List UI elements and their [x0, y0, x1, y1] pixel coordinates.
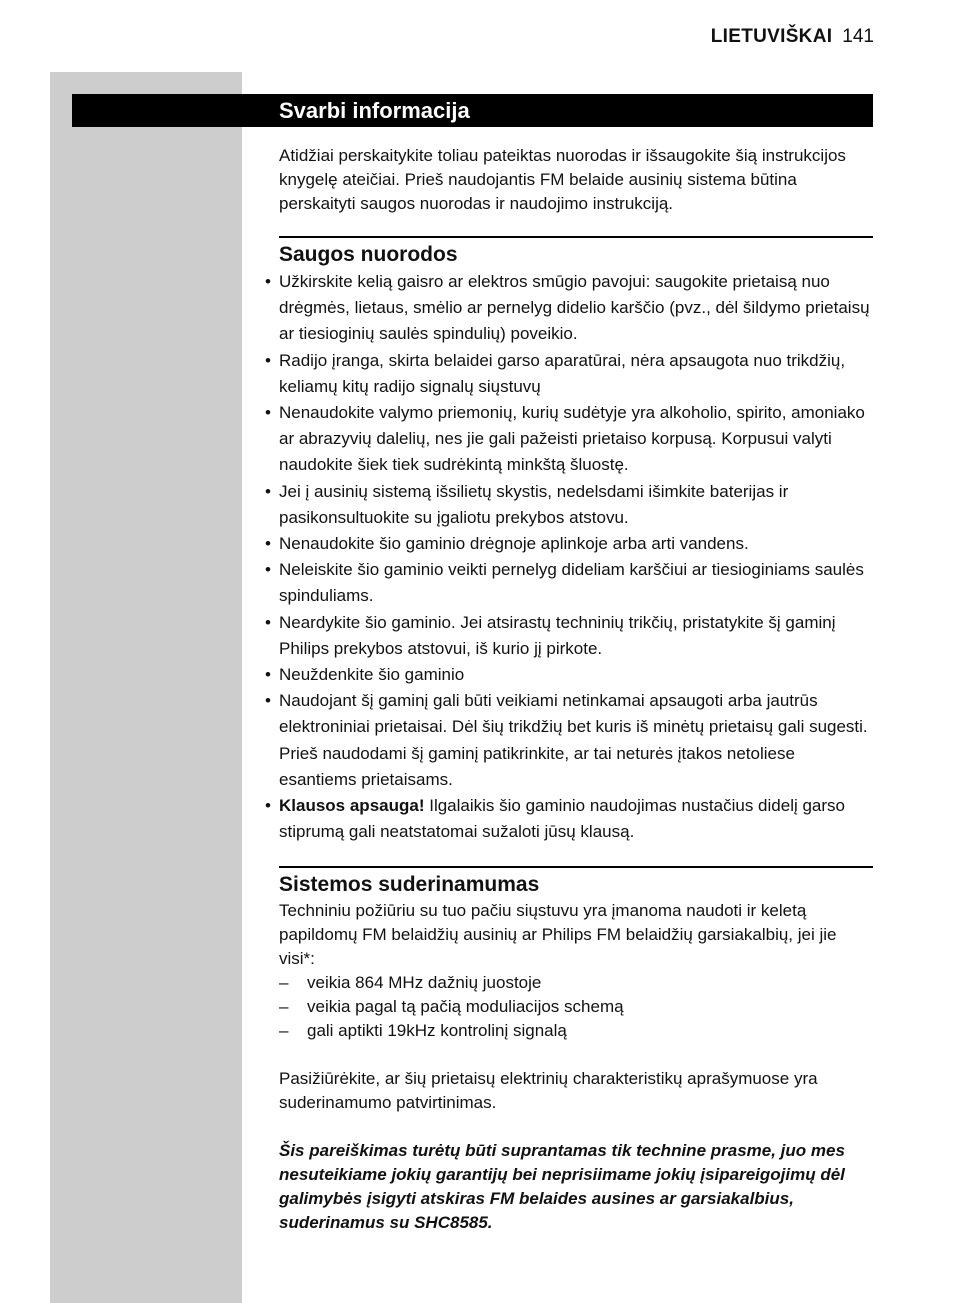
safety-heading: Saugos nuorodos	[279, 243, 458, 266]
compat-section	[279, 866, 873, 1235]
safety-list	[279, 269, 873, 845]
list-item: • Naudojant šį gaminį gali būti veikiami netinkamai apsaugoti arba jautrūs elektroniniai prietaisai. Dėl šių trikdžių bet kuris iš minėtų prietaisų gali sugesti. Prieš naudodami šį gaminį patikrinkite, ar tai neturės įtakos netoliese esantiems prietaisams.	[279, 688, 873, 793]
main-content	[279, 144, 873, 1235]
safety-section	[279, 236, 873, 845]
compat-intro: Techniniu požiūriu su tuo pačiu siųstuvu yra įmanoma naudoti ir keletą papildomų FM belaidžių ausinių ar Philips FM belaidžių garsiakalbių, jei jie visi*:	[279, 901, 837, 969]
list-item: – gali aptikti 19kHz kontrolinį signalą	[279, 1019, 873, 1043]
compat-heading: Sistemos suderinamumas	[279, 873, 540, 897]
list-item: • Užkirskite kelią gaisro ar elektros smūgio pavojui: saugokite prietaisą nuo drėgmės, lietaus, smėlio ar pernelyg didelio karščio (pvz., dėl šildymo prietaisų ar tiesioginių saulės spindulių) poveikio.	[279, 269, 873, 348]
compat-check: Pasižiūrėkite, ar šių prietaisų elektrinių charakteristikų aprašymuose yra suderinamumo patvirtinimas.	[279, 1069, 818, 1113]
list-item: • Jei į ausinių sistemą išsilietų skystis, nedelsdami išimkite baterijas ir pasikonsultuokite su įgaliotu prekybos atstovu.	[279, 479, 873, 531]
compat-conditions	[279, 971, 873, 1043]
list-item: – veikia pagal tą pačią moduliacijos schemą	[279, 995, 873, 1019]
list-item: • Radijo įranga, skirta belaidei garso aparatūrai, nėra apsaugota nuo trikdžių, keliamų kitų radijo signalų siųstuvų	[279, 348, 873, 400]
hearing-warning-label: Klausos apsauga!	[279, 796, 425, 816]
hearing-warning-text: Ilgalaikis šio gaminio naudojimas nustačius didelį garso stiprumą gali neatstatomai sužaloti jūsų klausą.	[279, 796, 846, 842]
compat-disclaimer: Šis pareiškimas turėtų būti suprantamas tik technine prasme, juo mes nesuteikiame jokių garantijų bei neprisiimame jokių įsipareigojimų dėl galimybės įsigyti atskiras FM belaides ausines ar garsiakalbius, suderinamus su SHC8585.	[279, 1141, 845, 1233]
language-label: LIETUVIŠKAI	[710, 26, 833, 47]
page-header	[711, 26, 874, 48]
list-item: • Neleiskite šio gaminio veikti pernelyg dideliam karščiui ar tiesioginiams saulės spinduliams.	[279, 557, 873, 609]
gray-sidebar	[50, 72, 242, 1303]
list-item: – veikia 864 MHz dažnių juostoje	[279, 971, 873, 995]
page-number: 141	[842, 26, 874, 47]
hearing-warning-item	[279, 793, 873, 845]
page-title: Svarbi informacija	[279, 98, 470, 123]
list-item: • Neardykite šio gaminio. Jei atsirastų techninių trikčių, pristatykite šį gaminį Philips prekybos atstovui, iš kurio jį pirkote.	[279, 610, 873, 662]
list-item: • Neuždenkite šio gaminio	[279, 662, 873, 688]
list-item: • Nenaudokite valymo priemonių, kurių sudėtyje yra alkoholio, spirito, amoniako ar abrazyvių dalelių, nes jie gali pažeisti prietaiso korpusą. Korpusui valyti naudokite šiek tiek sudrėkintą minkštą šluostę.	[279, 400, 873, 479]
intro-paragraph: Atidžiai perskaitykite toliau pateiktas nuorodas ir išsaugokite šią instrukcijos knygelę ateičiai. Prieš naudojantis FM belaide ausinių sistema būtina perskaityti saugos nuorodas ir naudojimo instrukciją.	[279, 146, 846, 213]
title-bar	[72, 94, 873, 127]
list-item: • Nenaudokite šio gaminio drėgnoje aplinkoje arba arti vandens.	[279, 531, 873, 557]
